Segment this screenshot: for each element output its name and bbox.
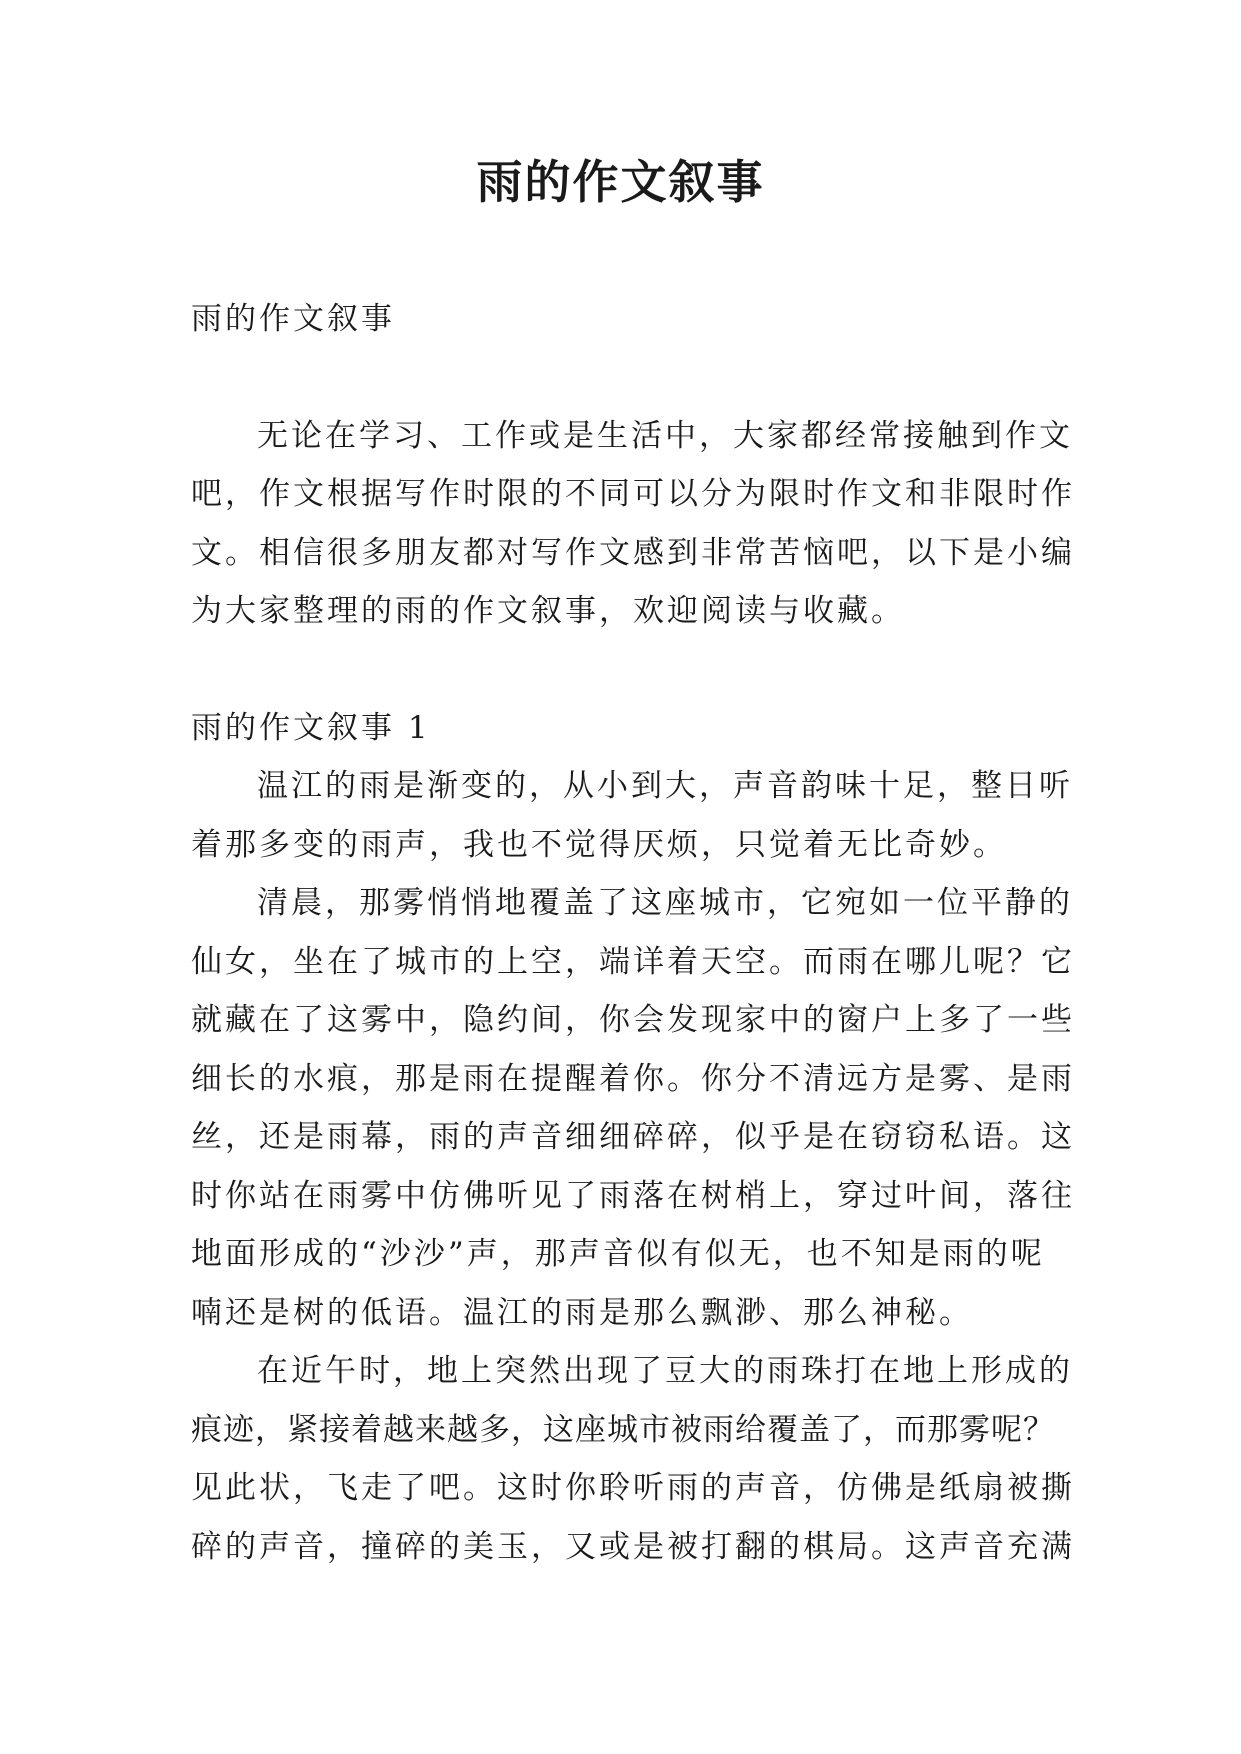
spacer	[191, 349, 1059, 407]
text-line: 见此状，飞走了吧。这时你聆听雨的声音，仿佛是纸扇被撕	[191, 1470, 1075, 1506]
document-subtitle: 雨的作文叙事	[191, 301, 395, 337]
text-line: 仙女，坐在了城市的上空，端详着天空。而雨在哪儿呢？它	[191, 943, 1075, 980]
paragraph	[191, 1342, 1075, 1576]
paragraph	[191, 874, 1075, 1342]
text-line: 就藏在了这雾中，隐约间，你会发现家中的窗户上多了一些	[191, 1002, 1075, 1038]
document-title: 雨的作文叙事	[476, 155, 765, 209]
text-line: 丝，还是雨幕，雨的声音细细碎碎，似乎是在窃窃私语。这	[191, 1119, 1075, 1155]
text-line: 清晨，那雾悄悄地覆盖了这座城市，它宛如一位平静的	[257, 885, 1073, 921]
spacer	[191, 641, 1059, 699]
text-line: 在近午时，地上突然出现了豆大的雨珠打在地上形成的	[257, 1353, 1073, 1389]
text-line: 温江的雨是渐变的，从小到大，声音韵味十足，整日听	[257, 768, 1073, 804]
intro-paragraph	[191, 407, 1075, 641]
text-line: 碎的声音，撞碎的美玉，又或是被打翻的棋局。这声音充满	[191, 1528, 1075, 1565]
text-line: 细长的水痕，那是雨在提醒着你。你分不清远方是雾、是雨	[191, 1060, 1075, 1097]
text-line: 文。相信很多朋友都对写作文感到非常苦恼吧，以下是小编	[191, 534, 1075, 571]
text-line: 无论在学习、工作或是生活中，大家都经常接触到作文	[257, 417, 1073, 454]
paragraph	[191, 757, 1073, 874]
text-line: 痕迹，紧接着越来越多，这座城市被雨给覆盖了，而那雾呢？	[191, 1411, 1055, 1448]
document-body	[191, 290, 1075, 1576]
text-line: 时你站在雨雾中仿佛听见了雨落在树梢上，穿过叶间，落往	[191, 1177, 1075, 1214]
text-line: 地面形成的“沙沙”声，那声音似有似无，也不知是雨的呢	[191, 1236, 1045, 1272]
text-line: 着那多变的雨声，我也不觉得厌烦，只觉着无比奇妙。	[191, 826, 1007, 863]
section-heading: 雨的作文叙事 1	[191, 709, 431, 746]
text-line: 喃还是树的低语。温江的雨是那么飘渺、那么神秘。	[191, 1294, 973, 1331]
text-line: 吧，作文根据写作时限的不同可以分为限时作文和非限时作	[191, 476, 1075, 512]
text-line: 为大家整理的雨的作文叙事，欢迎阅读与收藏。	[191, 593, 905, 629]
